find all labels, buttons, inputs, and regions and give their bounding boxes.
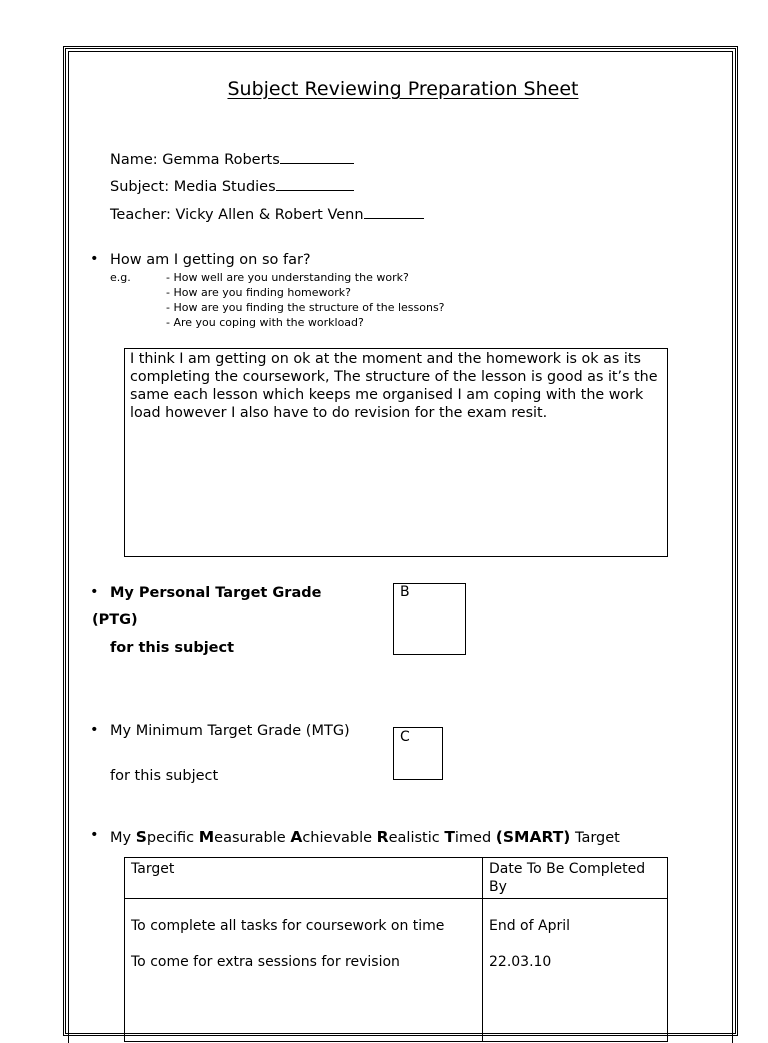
target-cell[interactable] [125, 899, 483, 1042]
prompt-item: - How are you finding homework? [166, 286, 351, 299]
ptg-grade-value: B [400, 584, 410, 600]
target-item: To complete all tasks for coursework on time [131, 918, 445, 934]
prompt-item: - How well are you understanding the work? [166, 271, 409, 284]
page-title: Subject Reviewing Preparation Sheet [227, 78, 579, 100]
smart-initial: S [135, 828, 147, 846]
smart-heading [110, 828, 620, 846]
bullet-icon: • [90, 251, 99, 267]
teacher-value: Teacher: Vicky Allen & Robert Venn [110, 207, 364, 223]
mtg-grade-value: C [400, 729, 410, 745]
date-cell[interactable] [483, 899, 668, 1042]
smart-initial: T [444, 828, 455, 846]
smart-word-rest: ealistic [388, 830, 440, 846]
ptg-abbrev: (PTG) [92, 612, 138, 628]
name-blank-line [280, 151, 354, 164]
subject-field [110, 178, 354, 195]
smart-word-rest: chievable [302, 830, 373, 846]
ptg-grade-box[interactable] [393, 583, 466, 655]
table-row [125, 899, 668, 1042]
bullet-icon: • [90, 827, 99, 843]
date-item: End of April [489, 918, 570, 934]
teacher-field [110, 206, 424, 223]
smart-initial: M [198, 828, 215, 846]
mtg-label: My Minimum Target Grade (MTG) [110, 723, 350, 739]
date-item: 22.03.10 [489, 954, 552, 970]
ptg-label: My Personal Target Grade [110, 585, 322, 601]
smart-initial: R [376, 828, 389, 846]
progress-answer-box[interactable]: I think I am getting on ok at the moment and the homework is ok as its completing the coursework, The structure of the lesson is good as it’s the same each lesson which keeps me organised I am coping with the work load however I also have to do revision for the exam resit. [124, 348, 668, 557]
table-header-row [125, 858, 668, 899]
smart-prefix: My [110, 830, 132, 846]
smart-initial: A [290, 828, 303, 846]
smart-target-table [124, 857, 668, 1042]
smart-word-rest: easurable [214, 830, 286, 846]
target-column-header: Target [125, 858, 483, 899]
smart-word-rest: pecific [146, 830, 195, 846]
smart-word-rest: imed [454, 830, 492, 846]
progress-question: How am I getting on so far? [110, 252, 311, 268]
name-field [110, 151, 354, 168]
prompt-item: - Are you coping with the workload? [166, 316, 364, 329]
bullet-icon: • [90, 722, 99, 738]
mtg-grade-box[interactable] [393, 727, 443, 780]
mtg-subject-label: for this subject [110, 768, 219, 784]
date-column-header: Date To Be Completed By [483, 858, 668, 899]
smart-suffix: Target [574, 830, 620, 846]
bullet-icon: • [90, 584, 99, 600]
subject-blank-line [276, 178, 354, 191]
name-value: Name: Gemma Roberts [110, 152, 280, 168]
teacher-blank-line [364, 206, 424, 219]
ptg-subject-label: for this subject [110, 640, 235, 656]
subject-value: Subject: Media Studies [110, 179, 276, 195]
eg-label: e.g. [110, 271, 131, 284]
prompt-item: - How are you finding the structure of the lessons? [166, 301, 445, 314]
target-item: To come for extra sessions for revision [131, 954, 400, 970]
smart-acronym: (SMART) [495, 828, 571, 846]
